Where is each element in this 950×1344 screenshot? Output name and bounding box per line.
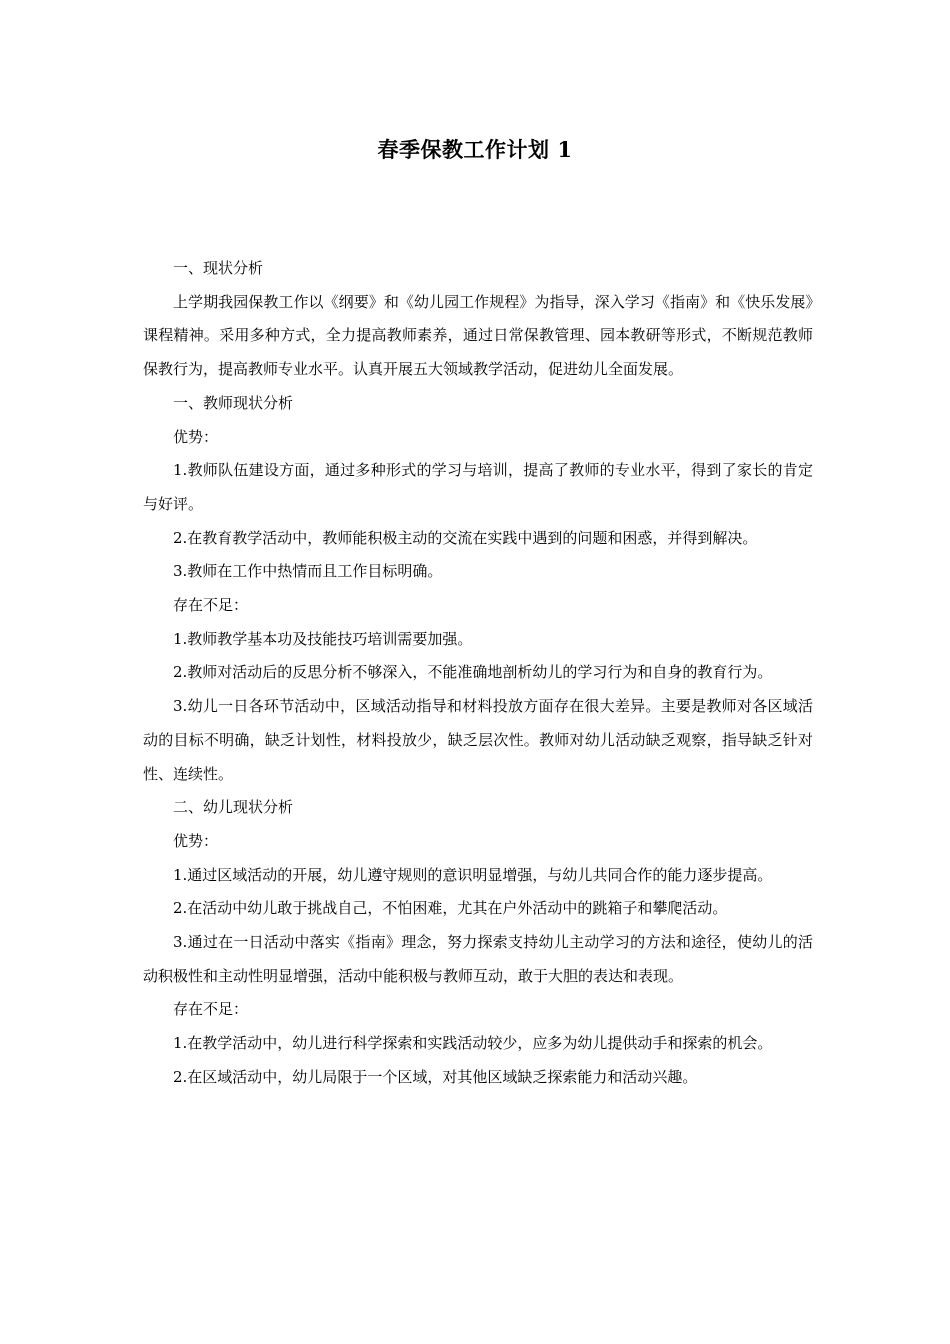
list-item-teacher-strength-2: 2.在教育教学活动中，教师能积极主动的交流在实践中遇到的问题和困惑，并得到解决。 <box>173 528 758 547</box>
subheading-strengths-children: 优势： <box>173 831 219 850</box>
section-heading-teachers: 一、教师现状分析 <box>173 393 294 412</box>
list-item-teacher-strength-1: 1.教师队伍建设方面，通过多种形式的学习与培训，提高了教师的专业水平，得到了家长的肯定与好评。 <box>143 461 813 513</box>
list-item-child-weakness-2: 2.在区域活动中，幼儿局限于一个区域，对其他区域缺乏探索能力和活动兴趣。 <box>173 1067 698 1086</box>
list-item-child-strength-3: 3.通过在一日活动中落实《指南》理念，努力探索支持幼儿主动学习的方法和途径，使幼儿的活动积极性和主动性明显增强，活动中能积极与教师互动，敢于大胆的表达和表现。 <box>143 933 813 985</box>
section-heading-children: 二、幼儿现状分析 <box>173 798 294 817</box>
paragraph-overview: 上学期我园保教工作以《纲要》和《幼儿园工作规程》为指导，深入学习《指南》和《快乐发展》课程精神。采用多种方式，全力提高教师素养，通过日常保教管理、园本教研等形式，不断规范教师保教行为，提高教师专业水平。认真开展五大领域教学活动，促进幼儿全面发展。 <box>143 292 813 379</box>
subheading-weaknesses-teachers: 存在不足： <box>173 596 249 615</box>
list-item-teacher-weakness-2: 2.教师对活动后的反思分析不够深入，不能准确地剖析幼儿的学习行为和自身的教育行为。 <box>173 663 773 682</box>
list-item-child-strength-2: 2.在活动中幼儿敢于挑战自己，不怕困难，尤其在户外活动中的跳箱子和攀爬活动。 <box>173 899 728 918</box>
subheading-strengths-teachers: 优势： <box>173 427 219 446</box>
document-body <box>143 252 813 1095</box>
list-item-teacher-strength-3: 3.教师在工作中热情而且工作目标明确。 <box>173 562 443 581</box>
document-title: 春季保教工作计划 1 <box>377 137 573 162</box>
subheading-weaknesses-children: 存在不足： <box>173 1000 249 1019</box>
list-item-child-strength-1: 1.通过区域活动的开展，幼儿遵守规则的意识明显增强，与幼儿共同合作的能力逐步提高。 <box>173 865 773 884</box>
list-item-teacher-weakness-3: 3.幼儿一日各环节活动中，区域活动指导和材料投放方面存在很大差异。主要是教师对各区域活动的目标不明确，缺乏计划性，材料投放少，缺乏层次性。教师对幼儿活动缺乏观察，指导缺乏针对性、连续性。 <box>143 697 813 783</box>
section-heading-status: 一、现状分析 <box>173 259 264 277</box>
list-item-teacher-weakness-1: 1.教师教学基本功及技能技巧培训需要加强。 <box>173 629 473 648</box>
list-item-child-weakness-1: 1.在教学活动中，幼儿进行科学探索和实践活动较少，应多为幼儿提供动手和探索的机会。 <box>173 1034 773 1053</box>
